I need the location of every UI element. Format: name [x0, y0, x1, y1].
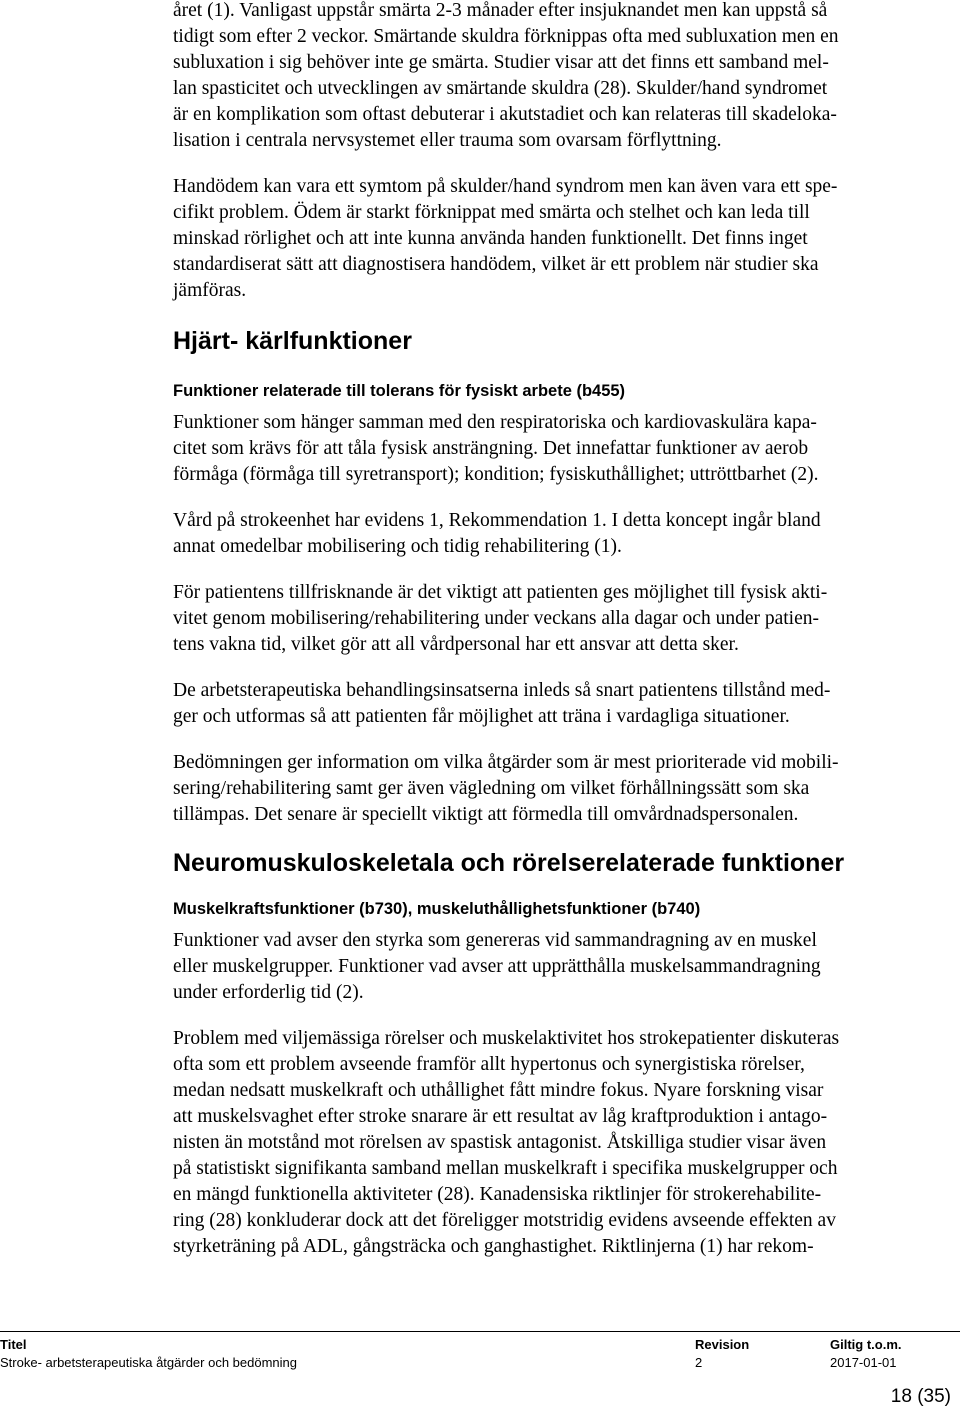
- page-number: 18 (35): [890, 1386, 951, 1407]
- text-line: För patientens tillfrisknande är det viktigt att patienten ges möjlighet till fysisk akti-: [173, 582, 828, 603]
- section-heading: Hjärt- kärlfunktioner: [173, 327, 412, 355]
- paragraph: [173, 508, 960, 560]
- text-line: standardiserat sätt att diagnostisera handödem, vilket är ett problem när studier ska: [173, 254, 819, 275]
- text-line: tens vakna tid, vilket gör att all vårdpersonal har ett ansvar att detta sker.: [173, 634, 739, 655]
- paragraph: [173, 928, 960, 1006]
- text-line: citet som krävs för att tåla fysisk ansträngning. Det innefattar funktioner av aerob: [173, 438, 809, 459]
- paragraph: [173, 410, 960, 488]
- text-line: att muskelsvaghet efter stroke snarare är ett resultat av låg kraftproduktion i antago-: [173, 1106, 828, 1127]
- text-line: Funktioner som hänger samman med den respiratoriska och kardiovaskulära kapa-: [173, 412, 817, 433]
- text-line: en mängd funktionella aktiviteter (28). Kanadensiska riktlinjer för strokerehabilite-: [173, 1184, 822, 1205]
- footer-valid-label: Giltig t.o.m.: [830, 1337, 902, 1352]
- text-line: på statistiskt signifikanta samband mellan muskelkraft i specifika muskelgrupper och: [173, 1158, 838, 1179]
- text-line: lan spasticitet och utvecklingen av smärtande skuldra (28). Skulder/hand syndromet: [173, 78, 828, 99]
- text-line: jämföras.: [173, 280, 247, 301]
- footer-revision-value: 2: [695, 1355, 703, 1370]
- footer-valid-value: 2017-01-01: [830, 1355, 897, 1370]
- text-line: Vård på strokeenhet har evidens 1, Rekommendation 1. I detta koncept ingår bland: [173, 510, 821, 531]
- subsection-heading: Muskelkraftsfunktioner (b730), muskeluthållighetsfunktioner (b740): [173, 900, 701, 918]
- text-line: Problem med viljemässiga rörelser och muskelaktivitet hos strokepatienter diskuteras: [173, 1028, 840, 1049]
- paragraph: [173, 678, 960, 730]
- text-line: lisation i centrala nervsystemet eller trauma som ovarsam förflyttning.: [173, 130, 722, 151]
- text-line: eller muskelgrupper. Funktioner vad avser att upprätthålla muskelsammandragning: [173, 956, 821, 977]
- paragraph: [173, 750, 960, 828]
- text-line: Funktioner vad avser den styrka som genereras vid sammandragning av en muskel: [173, 930, 817, 951]
- text-line: subluxation i sig behöver inte ge smärta. Studier visar att det finns ett samband mel-: [173, 52, 829, 73]
- text-line: ofta som ett problem avseende framför allt hypertonus och synergistiska rörelser,: [173, 1054, 805, 1075]
- text-line: ring (28) konkluderar dock att det föreligger motstridig evidens avseende effekten av: [173, 1210, 836, 1231]
- text-line: nisten än motstånd mot rörelsen av spastisk antagonist. Åtskilliga studier visar även: [173, 1132, 827, 1153]
- paragraph: [173, 580, 960, 658]
- document-body: [173, 0, 960, 1260]
- text-line: Handödem kan vara ett symtom på skulder/hand syndrom men kan även vara ett spe-: [173, 176, 838, 197]
- text-line: vitet genom mobilisering/rehabilitering under veckans alla dagar och under patien-: [173, 608, 819, 629]
- footer-title-value: Stroke- arbetsterapeutiska åtgärder och bedömning: [0, 1355, 298, 1370]
- footer-divider: [0, 1331, 960, 1332]
- text-line: De arbetsterapeutiska behandlingsinsatserna inleds så snart patientens tillstånd med-: [173, 680, 831, 701]
- text-line: Bedömningen ger information om vilka åtgärder som är mest prioriterade vid mobili-: [173, 752, 839, 773]
- text-line: minskad rörlighet och att inte kunna använda handen funktionellt. Det finns inget: [173, 228, 808, 249]
- text-line: under erforderlig tid (2).: [173, 982, 364, 1003]
- text-line: cifikt problem. Ödem är starkt förknippat med smärta och stelhet och kan leda till: [173, 202, 810, 223]
- section-heading: Neuromuskuloskeletala och rörelserelaterade funktioner: [173, 849, 845, 877]
- text-line: året (1). Vanligast uppstår smärta 2-3 månader efter insjuknandet men kan uppstå så: [173, 0, 828, 21]
- text-line: tillämpas. Det senare är speciellt viktigt att förmedla till omvårdnadspersonalen.: [173, 804, 799, 825]
- text-line: tidigt som efter 2 veckor. Smärtande skuldra förknippas ofta med subluxation men en: [173, 26, 839, 47]
- footer-revision-label: Revision: [695, 1337, 750, 1352]
- text-line: styrketräning på ADL, gångsträcka och ganghastighet. Riktlinjerna (1) har rekom-: [173, 1236, 814, 1257]
- footer-title-label: Titel: [0, 1337, 27, 1352]
- subsection-heading: Funktioner relaterade till tolerans för fysiskt arbete (b455): [173, 382, 626, 400]
- text-line: annat omedelbar mobilisering och tidig rehabilitering (1).: [173, 536, 622, 557]
- text-line: medan nedsatt muskelkraft och uthållighet fått mindre fokus. Nyare forskning visar: [173, 1080, 824, 1101]
- text-line: förmåga (förmåga till syretransport); kondition; fysiskuthållighet; uttröttbarhet (2).: [173, 464, 819, 485]
- text-line: ger och utformas så att patienten får möjlighet att träna i vardagliga situationer.: [173, 706, 790, 727]
- paragraph: [173, 174, 960, 304]
- text-line: är en komplikation som oftast debuterar i akutstadiet och kan relateras till skadeloka-: [173, 104, 837, 125]
- text-line: sering/rehabilitering samt ger även vägledning om vilket förhållningssätt som ska: [173, 778, 810, 799]
- paragraph: [173, 0, 960, 154]
- paragraph: [173, 1026, 960, 1260]
